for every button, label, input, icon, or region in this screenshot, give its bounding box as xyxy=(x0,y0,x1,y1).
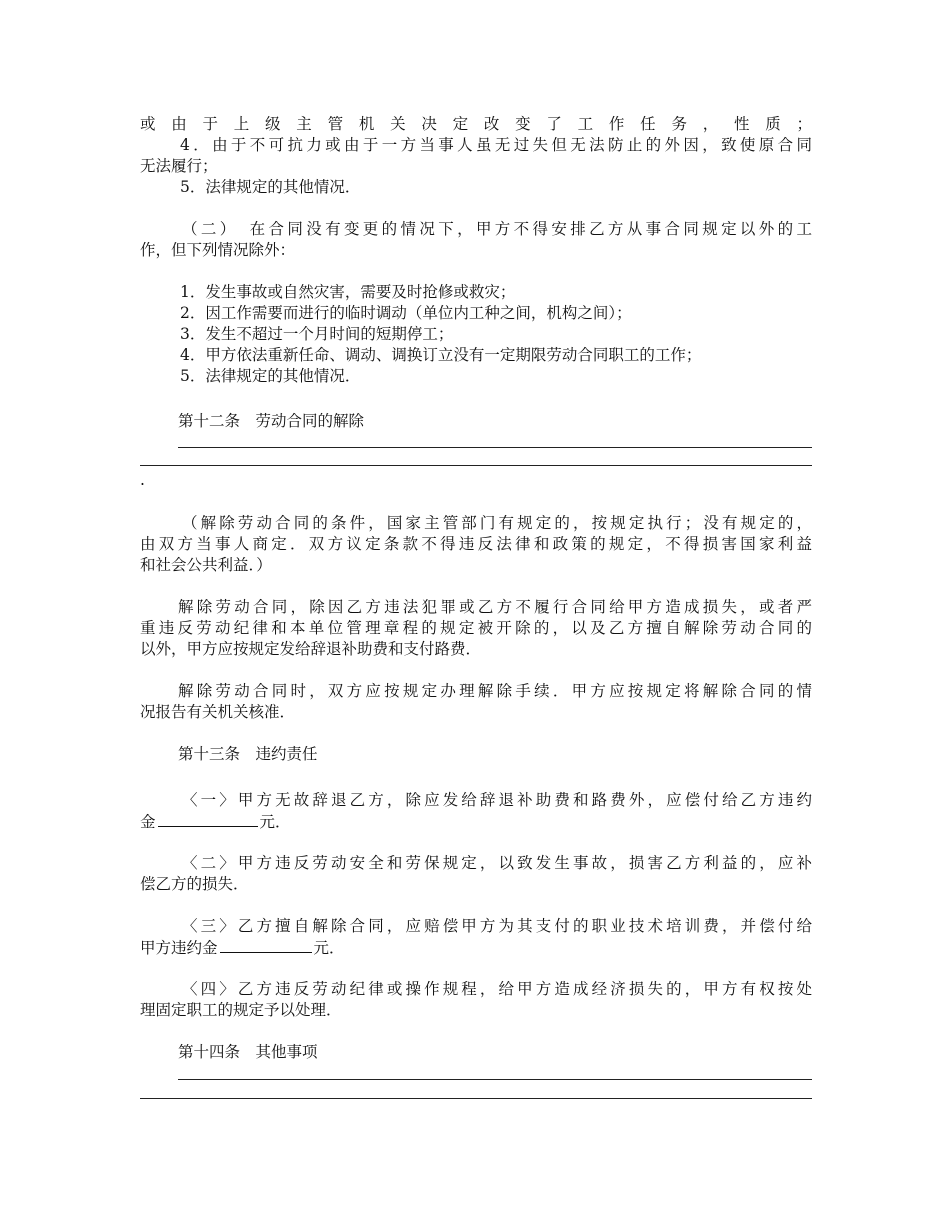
text-segment: 金 xyxy=(140,813,156,831)
text-line: 和社会公共利益．） xyxy=(140,556,272,574)
text-line: 或由于上级主管机关决定改变了工作任务，性质； xyxy=(140,115,812,133)
article-14-heading: 第十四条 其他事项 xyxy=(178,1043,318,1061)
fill-in-line xyxy=(140,1098,812,1099)
text-line: （解除劳动合同的条件，国家主管部门有规定的，按规定执行；没有规定的， xyxy=(182,514,812,532)
article-12-heading: 第十二条 劳动合同的解除 xyxy=(178,412,365,430)
text-line: 理固定职工的规定予以处理． xyxy=(140,1001,342,1019)
list-item: 1．发生事故或自然灾害，需要及时抢修或救灾； xyxy=(180,283,516,301)
text-segment: 甲方违约金 xyxy=(140,939,218,957)
text-line: 偿乙方的损失． xyxy=(140,875,249,893)
text-line xyxy=(140,811,812,833)
text-line: 况报告有关机关核准． xyxy=(140,703,296,721)
fill-in-line xyxy=(140,465,812,466)
text-line: 〈三〉乙方擅自解除合同，应赔偿甲方为其支付的职业技术培训费，并偿付给 xyxy=(182,917,812,935)
text-line: 重违反劳动纪律和本单位管理章程的规定被开除的，以及乙方擅自解除劳动合同的 xyxy=(140,619,812,637)
list-item: 3．发生不超过一个月时间的短期停工； xyxy=(180,325,454,343)
fill-in-line xyxy=(178,1079,812,1080)
text-line: （二） 在合同没有变更的情况下，甲方不得安排乙方从事合同规定以外的工 xyxy=(182,220,812,238)
text-segment: 元． xyxy=(259,813,291,831)
text-line: 作，但下列情况除外： xyxy=(140,241,296,259)
text-segment: 元． xyxy=(313,939,345,957)
list-item: 2．因工作需要而进行的临时调动（单位内工种之间，机构之间）； xyxy=(180,304,632,322)
text-line: 解除劳动合同，除因乙方违法犯罪或乙方不履行合同给甲方造成损失，或者严 xyxy=(178,598,812,616)
text-line: . xyxy=(140,471,145,489)
text-line: 5．法律规定的其他情况． xyxy=(180,178,361,196)
list-item: 4．甲方依法重新任命、调动、调换订立没有一定期限劳动合同职工的工作； xyxy=(180,346,702,364)
text-line: 无法履行； xyxy=(140,157,218,175)
text-line: 由双方当事人商定．双方议定条款不得违反法律和政策的规定，不得损害国家利益 xyxy=(140,535,812,553)
text-line: 4．由于不可抗力或由于一方当事人虽无过失但无法防止的外因，致使原合同 xyxy=(180,136,812,154)
text-line: 〈二〉甲方违反劳动安全和劳保规定，以致发生事故，损害乙方利益的，应补 xyxy=(182,854,812,872)
blank-amount-field xyxy=(220,937,312,953)
text-line: 解除劳动合同时，双方应按规定办理解除手续．甲方应按规定将解除合同的情 xyxy=(178,682,812,700)
fill-in-line xyxy=(178,447,812,448)
blank-amount-field xyxy=(158,811,258,827)
text-line: 〈四〉乙方违反劳动纪律或操作规程，给甲方造成经济损失的，甲方有权按处 xyxy=(182,980,812,998)
text-line xyxy=(140,937,812,959)
article-13-heading: 第十三条 违约责任 xyxy=(178,745,318,763)
list-item: 5．法律规定的其他情况． xyxy=(180,367,361,385)
text-line: 〈一〉甲方无故辞退乙方，除应发给辞退补助费和路费外，应偿付给乙方违约 xyxy=(182,791,812,809)
text-line: 以外，甲方应按规定发给辞退补助费和支付路费． xyxy=(140,640,482,658)
